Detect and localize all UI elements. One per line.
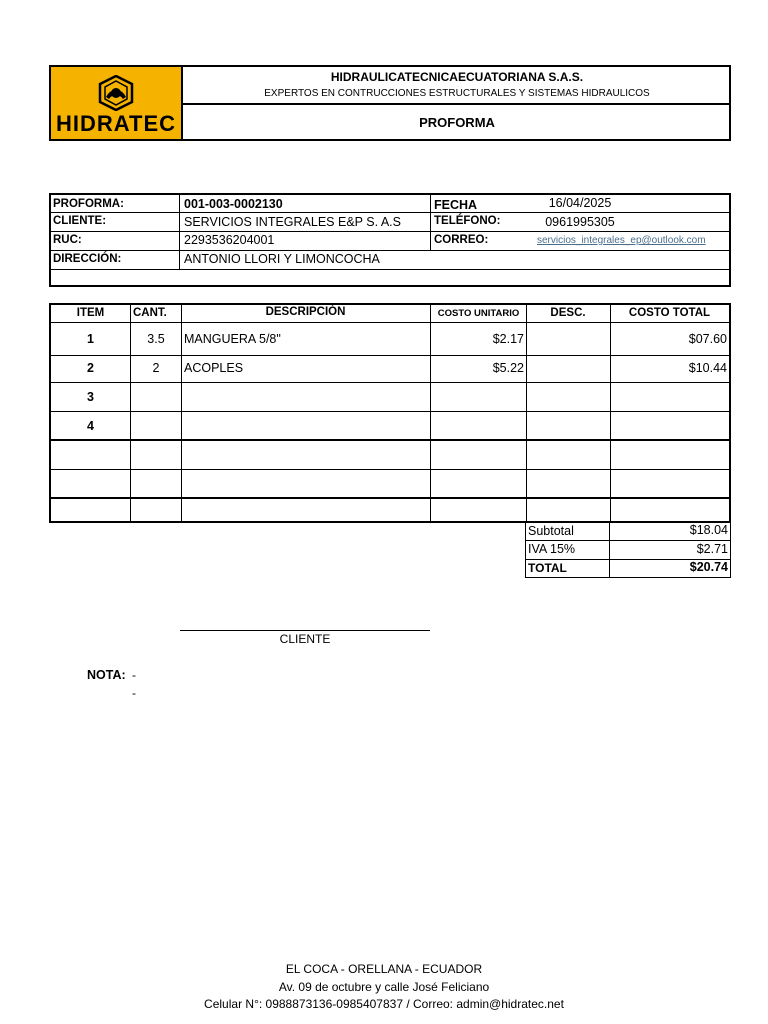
table-row-cant: 2 bbox=[152, 361, 160, 375]
fecha-value: 16/04/2025 bbox=[548, 196, 612, 210]
col-header-descripcion: DESCRIPCIÓN bbox=[265, 306, 346, 318]
signature-line bbox=[180, 630, 430, 631]
table-row-divider bbox=[51, 382, 729, 383]
table-row-item: 3 bbox=[87, 390, 94, 404]
iva-value: $2.71 bbox=[696, 542, 728, 556]
table-row-divider bbox=[51, 411, 729, 412]
ruc-label: RUC: bbox=[53, 234, 82, 246]
nota-label: NOTA: bbox=[87, 668, 126, 682]
proforma-label: PROFORMA: bbox=[53, 198, 124, 210]
table-row-costo-unitario: $2.17 bbox=[492, 332, 524, 346]
company-name: HIDRAULICATECNICAECUATORIANA S.A.S. bbox=[330, 70, 584, 84]
logo-text: HIDRATEC bbox=[55, 111, 177, 136]
totals-row-divider bbox=[526, 540, 730, 541]
proforma-number: 001-003-0002130 bbox=[184, 197, 283, 211]
cliente-value: SERVICIOS INTEGRALES E&P S. A.S bbox=[184, 215, 401, 229]
subtotal-value: $18.04 bbox=[689, 523, 728, 537]
fecha-label: FECHA bbox=[434, 198, 478, 212]
nota-line: - bbox=[132, 686, 136, 700]
total-label: TOTAL bbox=[528, 561, 567, 575]
table-row-item: 1 bbox=[87, 332, 94, 346]
correo-link[interactable]: servicios_integrales_ep@outlook.com bbox=[537, 235, 706, 246]
col-header-costo-total: COSTO TOTAL bbox=[628, 307, 711, 319]
table-row-descripcion: ACOPLES bbox=[184, 361, 244, 375]
header-divider bbox=[181, 103, 731, 105]
table-col-divider bbox=[526, 305, 527, 521]
company-logo bbox=[51, 67, 183, 139]
telefono-value: 0961995305 bbox=[545, 215, 615, 229]
info-row-divider bbox=[51, 231, 729, 232]
hexagon-gear-hands-icon bbox=[90, 75, 142, 111]
table-row-divider bbox=[51, 439, 729, 441]
col-header-item: ITEM bbox=[76, 307, 105, 319]
total-value: $20.74 bbox=[689, 560, 728, 574]
subtotal-label: Subtotal bbox=[528, 524, 574, 538]
footer-location: EL COCA - ORELLANA - ECUADOR bbox=[285, 962, 483, 976]
col-header-costo-unitario: COSTO UNITARIO bbox=[437, 308, 520, 319]
document-type-title: PROFORMA bbox=[419, 115, 495, 130]
col-header-cant: CANT. bbox=[133, 307, 167, 319]
table-row-costo-total: $07.60 bbox=[688, 332, 727, 346]
items-table bbox=[49, 303, 731, 523]
direccion-label: DIRECCIÓN: bbox=[53, 253, 122, 265]
correo-label: CORREO: bbox=[434, 234, 489, 246]
info-row-divider bbox=[51, 250, 729, 251]
table-row-cant: 3.5 bbox=[147, 332, 165, 346]
table-row-descripcion: MANGUERA 5/8" bbox=[184, 332, 281, 346]
table-row-divider bbox=[51, 469, 729, 470]
nota-line: - bbox=[132, 668, 136, 682]
client-info-block bbox=[49, 193, 731, 287]
footer-contact: Celular N°: 0988873136-0985407837 / Correo: admin@hidratec.net bbox=[204, 997, 564, 1011]
table-row-item: 4 bbox=[87, 419, 94, 433]
direccion-value: ANTONIO LLORI Y LIMONCOCHA bbox=[184, 252, 380, 266]
signature-label: CLIENTE bbox=[279, 632, 331, 646]
info-row-divider bbox=[51, 269, 729, 270]
document-header bbox=[49, 65, 731, 141]
footer-address: Av. 09 de octubre y calle José Feliciano bbox=[278, 980, 490, 994]
table-col-divider bbox=[181, 305, 182, 521]
table-row-divider bbox=[51, 497, 729, 499]
table-row-item: 2 bbox=[87, 361, 94, 375]
info-row-divider bbox=[51, 212, 729, 213]
totals-block bbox=[525, 522, 731, 578]
ruc-value: 2293536204001 bbox=[184, 233, 275, 247]
table-row-divider bbox=[51, 355, 729, 356]
telefono-label: TELÉFONO: bbox=[434, 215, 501, 227]
cliente-label: CLIENTE: bbox=[53, 215, 107, 227]
company-tagline: EXPERTOS EN CONTRUCCIONES ESTRUCTURALES Y SISTEMAS HIDRAULICOS bbox=[264, 88, 650, 99]
col-header-desc: DESC. bbox=[550, 307, 586, 319]
table-row-costo-unitario: $5.22 bbox=[492, 361, 524, 375]
table-row-costo-total: $10.44 bbox=[688, 361, 727, 375]
iva-label: IVA 15% bbox=[528, 542, 576, 556]
table-row-divider bbox=[51, 322, 729, 323]
info-col-divider bbox=[179, 195, 180, 269]
